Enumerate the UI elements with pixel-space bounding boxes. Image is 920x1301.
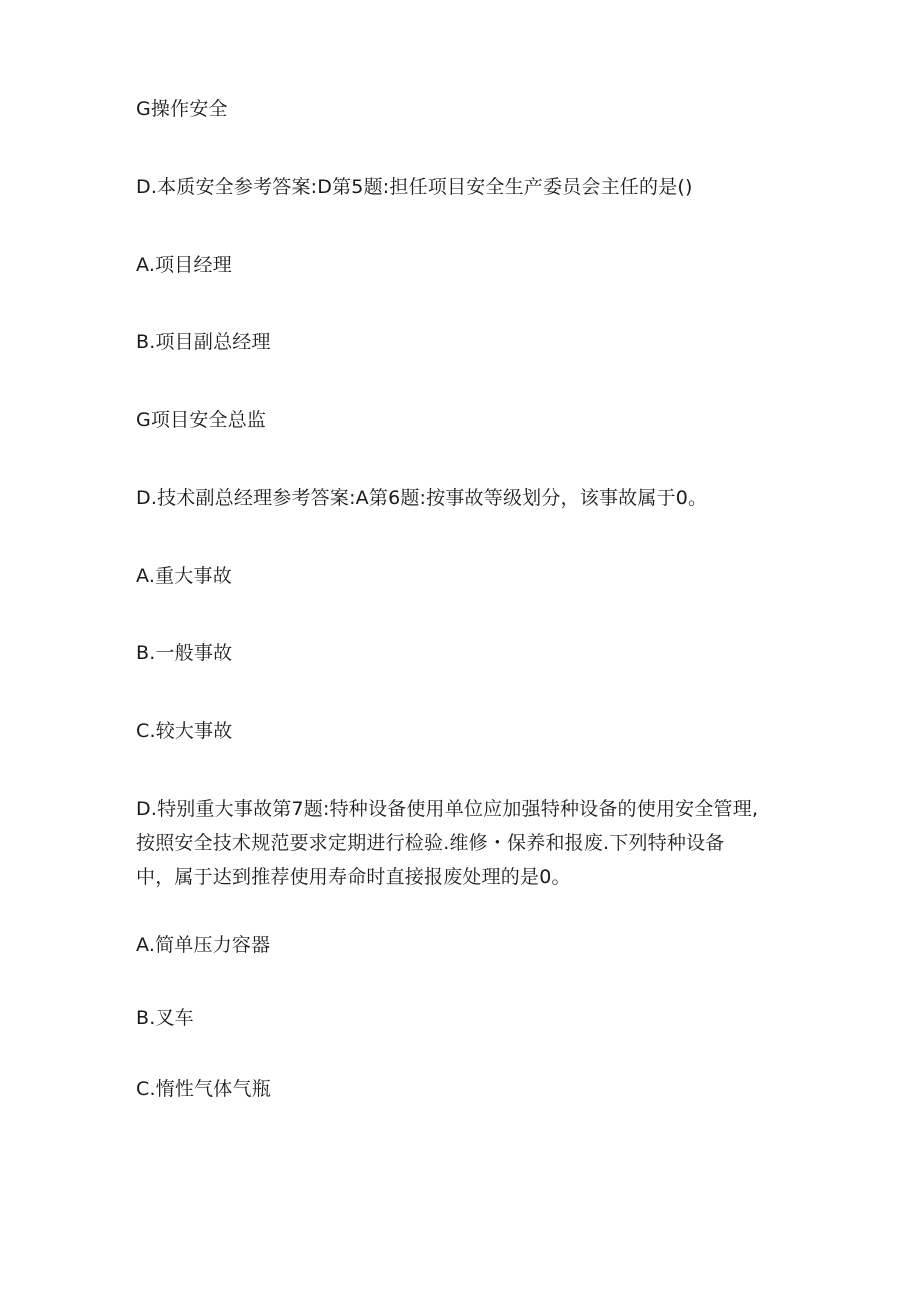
text-line: D.本质安全参考答案:D第5题:担任项目安全生产委员会主任的是() [136,176,693,198]
text-line: C.较大事故 [136,720,233,742]
text-line: B.项目副总经理 [136,331,271,353]
paragraph-line: D.特别重大事故第7题:特种设备使用单位应加强特种设备的使用安全管理, [136,798,759,820]
text-line: G操作安全 [136,98,228,120]
text-line: G项目安全总监 [136,409,267,431]
text-line: A.重大事故 [136,565,232,587]
question-paragraph [136,792,796,894]
option-line: C.惰性气体气瓶 [136,1078,271,1100]
option-line: A.简单压力容器 [136,934,271,956]
text-line: A.项目经理 [136,254,232,276]
text-line: B.一般事故 [136,642,233,664]
paragraph-line: 按照安全技术规范要求定期进行检验.维修・保养和报废.下列特种设备 [136,832,725,854]
text-line: D.技术副总经理参考答案:A第6题:按事故等级划分，该事故属于0。 [136,487,708,509]
option-line: B.叉车 [136,1007,194,1029]
paragraph-line: 中，属于达到推荐使用寿命时直接报废处理的是0。 [136,866,571,888]
